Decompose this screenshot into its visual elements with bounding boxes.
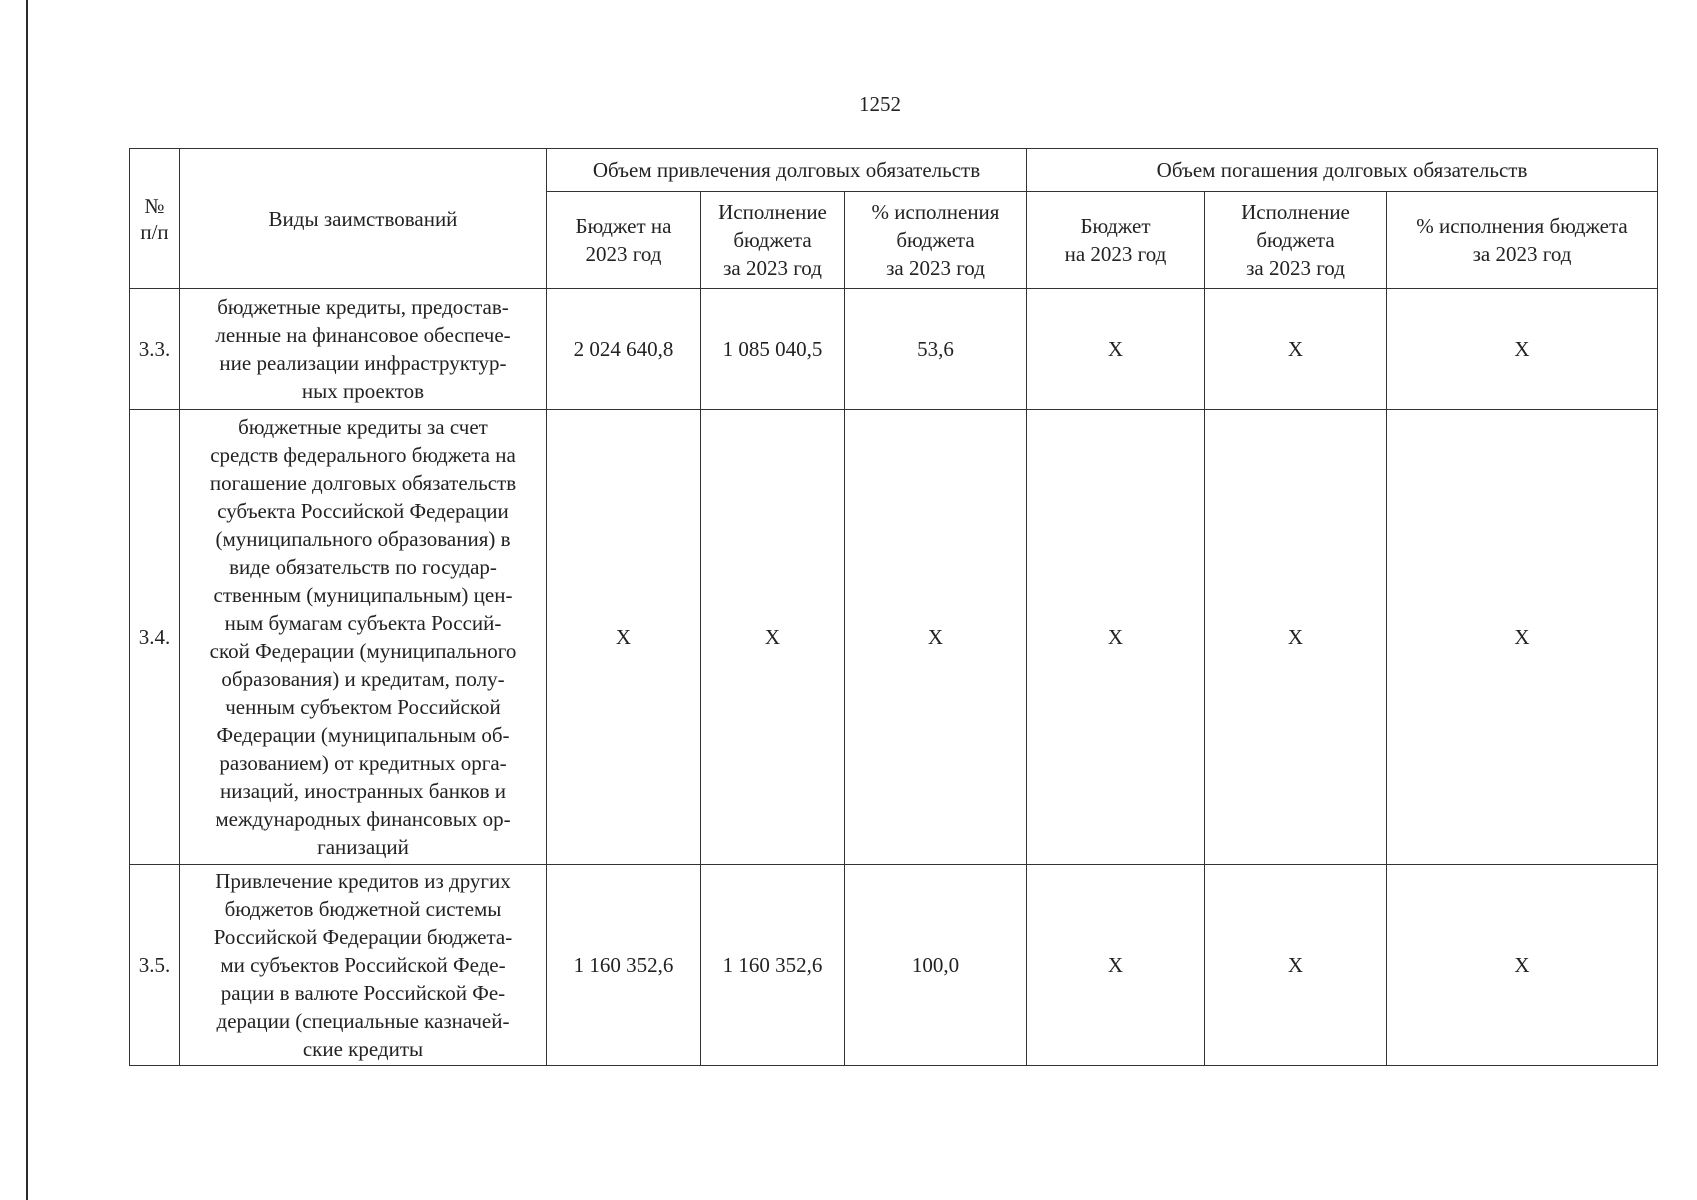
header-group-attract-text: Объем привлечения долговых обязательств <box>592 158 981 182</box>
cell-repay-budget: X <box>1027 865 1205 1066</box>
cell-repay-budget: X <box>1027 410 1205 865</box>
table-row <box>130 865 1658 1066</box>
cell-repay-budget: X <box>1027 289 1205 410</box>
cell-attract-budget: 1 160 352,6 <box>547 865 701 1066</box>
scan-left-edge <box>26 0 28 1200</box>
header-row-groups <box>130 149 1658 192</box>
page-number: 1252 <box>859 92 901 116</box>
header-num-text: № п/п <box>140 193 169 244</box>
borrowings-table <box>129 148 1658 1066</box>
cell-attract-exec: 1 085 040,5 <box>701 289 845 410</box>
header-group-repay <box>1027 149 1658 192</box>
header-type <box>180 149 547 289</box>
row-number: 3.3. <box>130 289 180 410</box>
header-repay-pct-text: % исполнения бюджета за 2023 год <box>1416 214 1628 266</box>
header-attract-budget <box>547 192 701 289</box>
table-row <box>130 289 1658 410</box>
row-number: 3.4. <box>130 410 180 865</box>
header-attract-exec <box>701 192 845 289</box>
row-description: Привлечение кредитов из других бюджетов бюджетной системы Российской Федерации бюджета- ми субъектов Российской Феде- рации в валюте Российской Фе- дерации (специальные казначей- ские кредиты <box>180 865 547 1066</box>
cell-attract-exec: X <box>701 410 845 865</box>
header-group-repay-text: Объем погашения долговых обязательств <box>1156 158 1528 182</box>
header-type-text: Виды заимствований <box>268 206 458 231</box>
cell-attract-exec: 1 160 352,6 <box>701 865 845 1066</box>
header-repay-pct <box>1387 192 1658 289</box>
header-repay-exec-text: Исполнение бюджета за 2023 год <box>1241 200 1350 280</box>
header-repay-budget <box>1027 192 1205 289</box>
header-repay-exec <box>1205 192 1387 289</box>
cell-attract-pct: 53,6 <box>845 289 1027 410</box>
cell-repay-exec: X <box>1205 865 1387 1066</box>
cell-attract-budget: X <box>547 410 701 865</box>
cell-attract-pct: X <box>845 410 1027 865</box>
header-repay-budget-text: Бюджет на 2023 год <box>1064 214 1167 266</box>
header-attract-budget-text: Бюджет на 2023 год <box>575 214 672 266</box>
row-description: бюджетные кредиты за счет средств федерального бюджета на погашение долговых обязательств субъекта Российской Федерации (муниципального образования) в виде обязательств по государ- ственным (муниципальным) цен- ным бумагам субъекта Россий- ской Федерации (муниципального образования) и кредитам, полу- ченным субъектом Российской Федерации (муниципальным об- разованием) от кредитных орга- низаций, иностранных банков и международных финансовых ор- ганизаций <box>180 410 547 865</box>
cell-attract-budget: 2 024 640,8 <box>547 289 701 410</box>
row-number: 3.5. <box>130 865 180 1066</box>
cell-repay-exec: X <box>1205 410 1387 865</box>
cell-repay-exec: X <box>1205 289 1387 410</box>
cell-repay-pct: X <box>1387 410 1658 865</box>
header-attract-pct-text: % исполнения бюджета за 2023 год <box>871 200 1000 280</box>
cell-attract-pct: 100,0 <box>845 865 1027 1066</box>
table-row <box>130 410 1658 865</box>
header-group-attract <box>547 149 1027 192</box>
row-description: бюджетные кредиты, предостав- ленные на финансовое обеспече- ние реализации инфраструктур- ных проектов <box>180 289 547 410</box>
cell-repay-pct: X <box>1387 289 1658 410</box>
header-attract-pct <box>845 192 1027 289</box>
cell-repay-pct: X <box>1387 865 1658 1066</box>
header-num <box>130 149 180 289</box>
header-attract-exec-text: Исполнение бюджета за 2023 год <box>718 200 827 280</box>
